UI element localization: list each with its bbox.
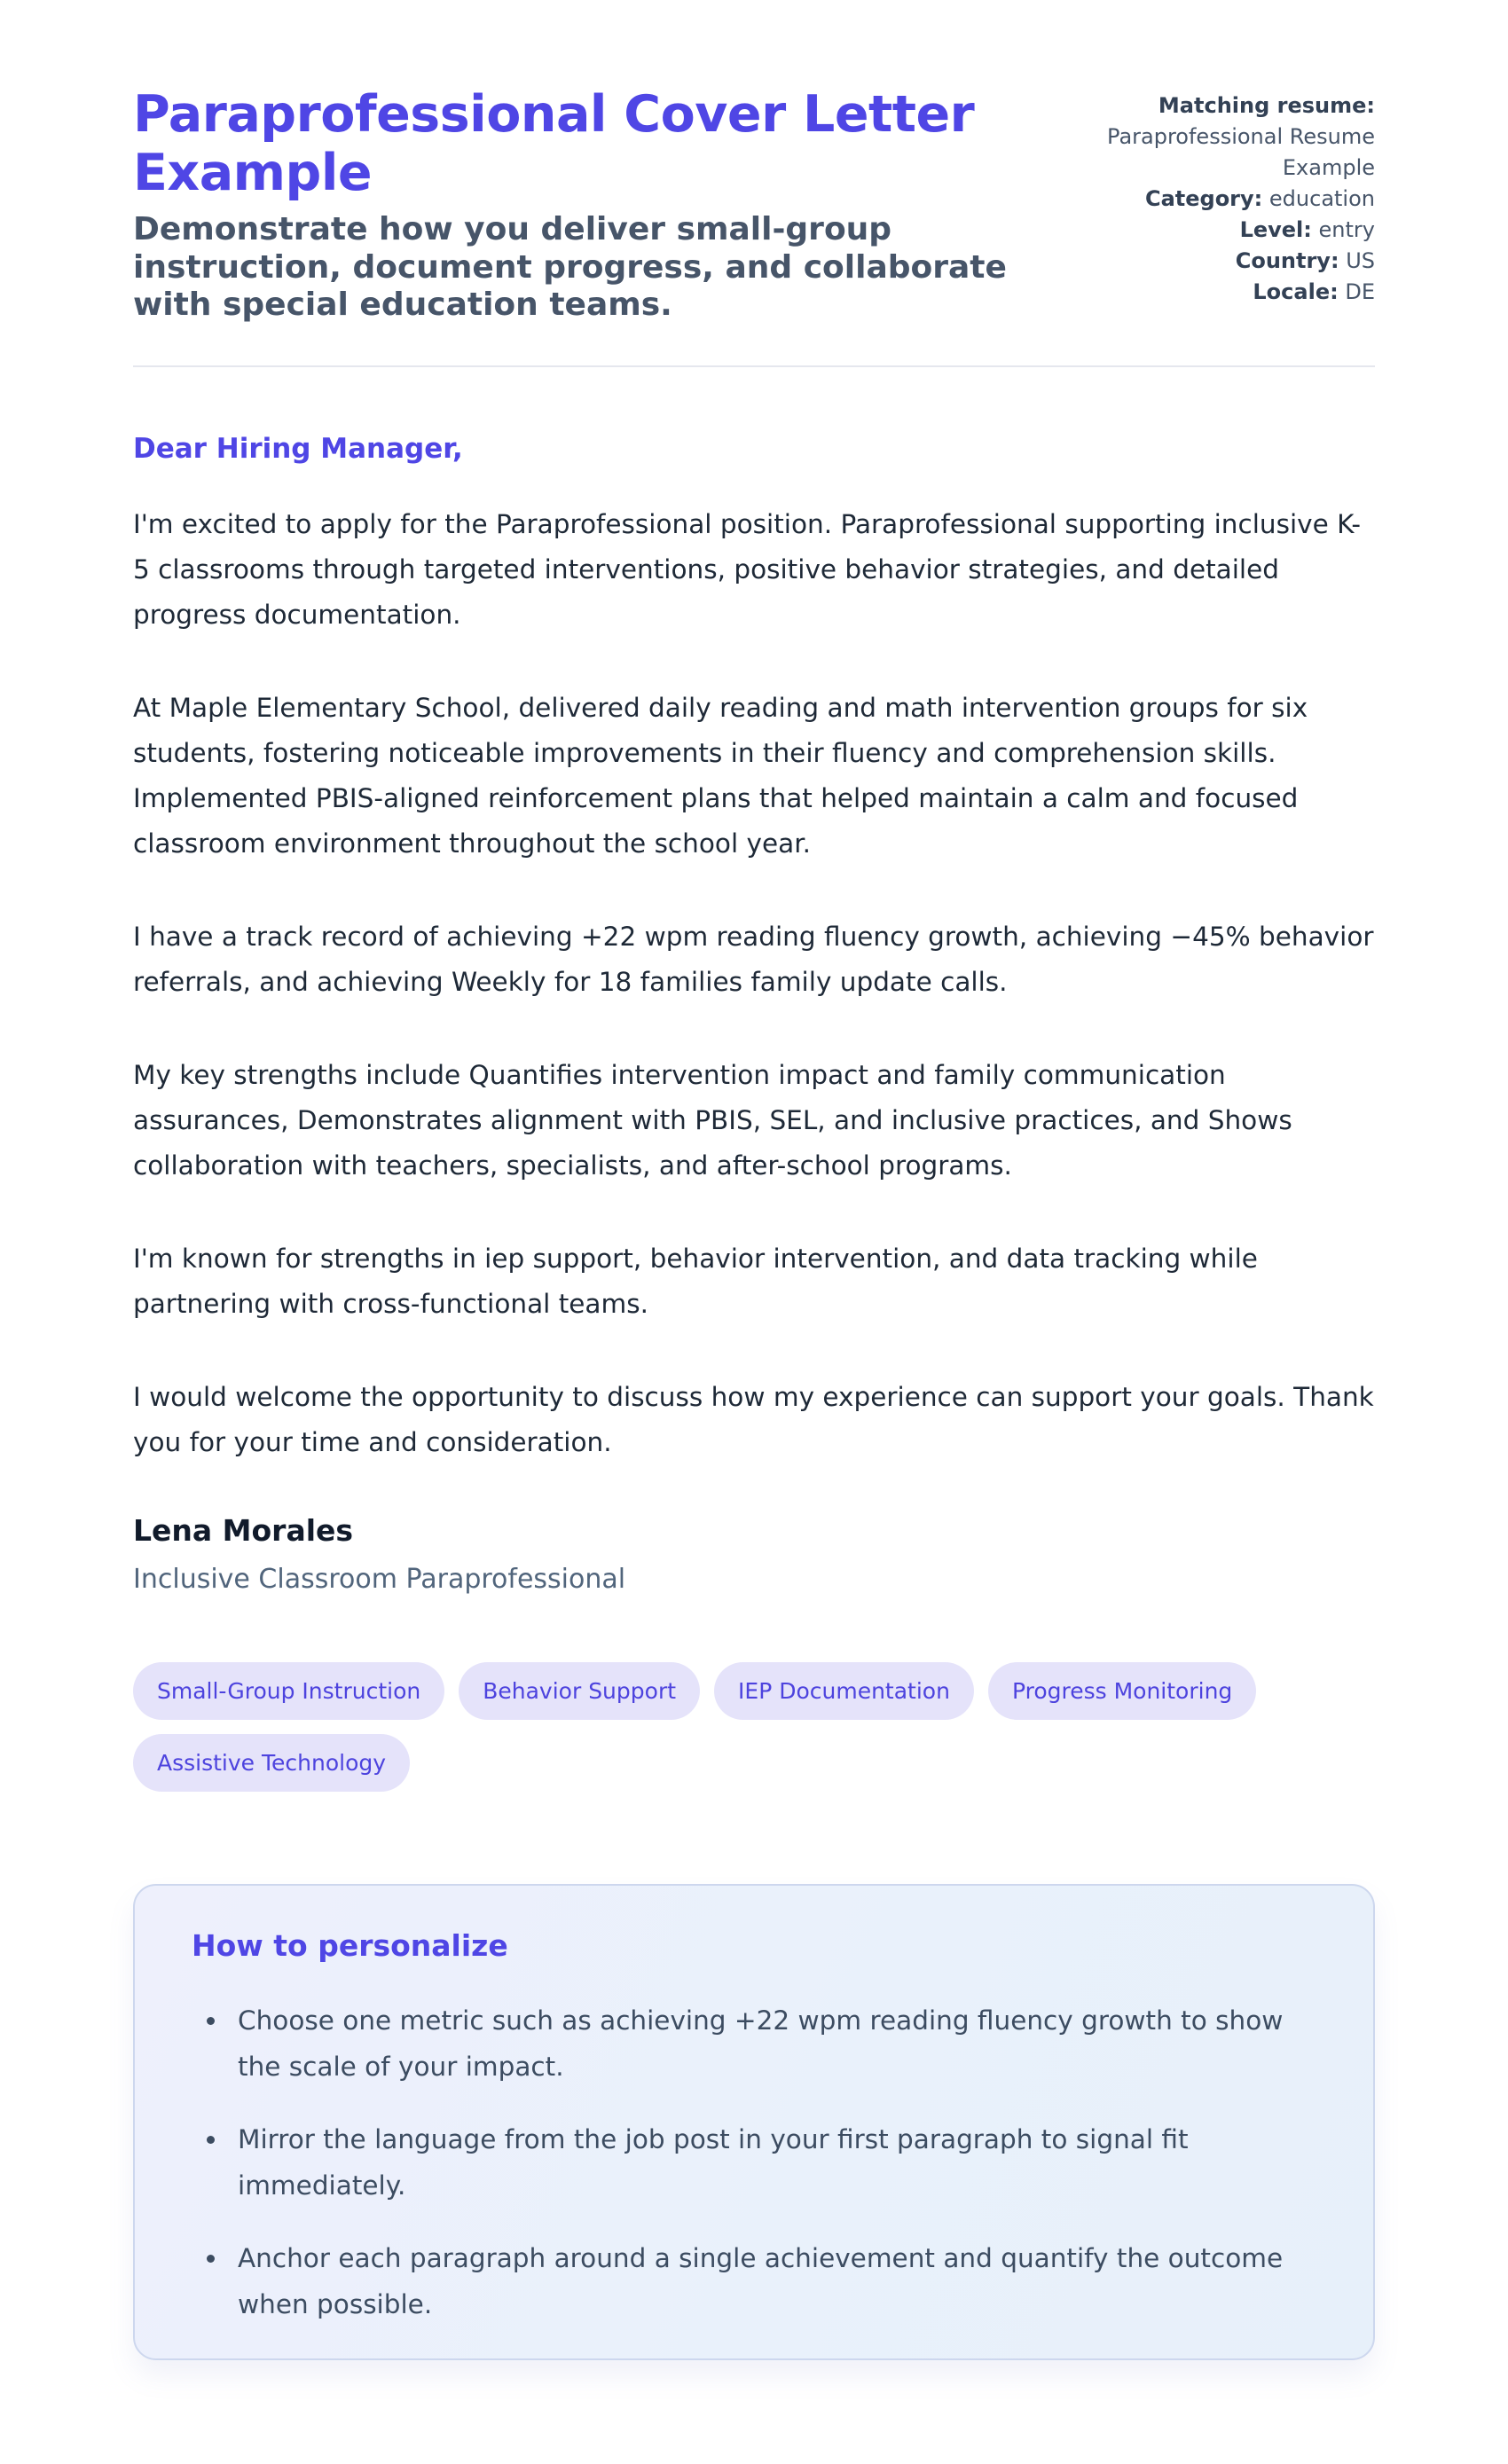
- personalize-tips-list: [192, 1998, 1316, 2327]
- personalize-card-title: How to personalize: [192, 1928, 508, 1964]
- meta-label: Level:: [1239, 217, 1312, 243]
- meta-value: Paraprofessional Resume Example: [1107, 124, 1375, 181]
- paragraph-experience: At Maple Elementary School, delivered daily reading and math intervention groups for six students, fostering noticeable improvements in their fluency and comprehension skills. Implemented PBIS-aligned reinforcement plans that helped maintain a calm and focused classroom environment throughout the school year.: [133, 692, 1308, 859]
- paragraph-intro: I'm excited to apply for the Paraprofessional position. Paraprofessional supporting inclusive K-5 classrooms through targeted interventions, positive behavior strategies, and detailed progress documentation.: [133, 508, 1362, 630]
- signature-role: Inclusive Classroom Paraprofessional: [133, 1564, 626, 1596]
- personalize-tip: • Choose one metric such as achieving +22 wpm reading fluency growth to show the scale of your impact.: [229, 1998, 1316, 2091]
- meta-label: Category:: [1144, 186, 1263, 212]
- meta-category: [1100, 184, 1375, 215]
- signature-block: [133, 1513, 1375, 1595]
- meta-value: DE: [1345, 279, 1375, 305]
- meta-value: US: [1346, 248, 1375, 274]
- paragraph-known-for: I'm known for strengths in iep support, behavior intervention, and data tracking while partnering with cross-functional teams.: [133, 1244, 1258, 1320]
- meta-value: education: [1268, 186, 1375, 212]
- resume-meta-panel: [1100, 85, 1375, 308]
- skill-tag-small-group-instruction: Small-Group Instruction: [133, 1662, 444, 1720]
- letter-body: [133, 433, 1375, 2360]
- paragraph-track-record: I have a track record of achieving +22 wpm reading fluency growth, achieving −45% behavior referrals, and achieving Weekly for 18 families family update calls.: [133, 921, 1374, 997]
- personalize-tip: • Mirror the language from the job post in your first paragraph to signal fit immediately.: [229, 2117, 1316, 2209]
- page-title: Paraprofessional Cover Letter Example: [133, 85, 975, 203]
- signature-name: Lena Morales: [133, 1513, 354, 1549]
- skill-tags: [133, 1662, 1375, 1792]
- meta-label: Locale:: [1253, 279, 1339, 305]
- greeting: Dear Hiring Manager,: [133, 432, 463, 465]
- header-title-group: [133, 85, 1057, 325]
- meta-matching-resume: [1100, 90, 1375, 184]
- paragraph-strengths: My key strengths include Quantifies intervention impact and family communication assurances, Demonstrates alignment with PBIS, SEL, and inclusive practices, and Shows collaboration with teachers, specialists, and after-school programs.: [133, 1059, 1292, 1181]
- skill-tag-assistive-technology: Assistive Technology: [133, 1734, 410, 1792]
- personalize-tip: • Anchor each paragraph around a single achievement and quantify the outcome when possible.: [229, 2236, 1316, 2328]
- skill-tag-iep-documentation: IEP Documentation: [714, 1662, 974, 1720]
- page-header: [133, 85, 1375, 325]
- page-subtitle: Demonstrate how you deliver small-group instruction, document progress, and collaborate with special education teams.: [133, 211, 1007, 324]
- paragraph-closing: I would welcome the opportunity to discuss how my experience can support your goals. Thank you for your time and consideration.: [133, 1382, 1374, 1458]
- personalize-card: [133, 1884, 1375, 2359]
- meta-country: [1100, 246, 1375, 277]
- skill-tag-progress-monitoring: Progress Monitoring: [988, 1662, 1256, 1720]
- skill-tag-behavior-support: Behavior Support: [459, 1662, 700, 1720]
- meta-value: entry: [1318, 217, 1375, 243]
- meta-label: Country:: [1235, 248, 1339, 274]
- meta-label: Matching resume:: [1158, 93, 1375, 118]
- meta-level: [1100, 215, 1375, 246]
- header-divider: [133, 365, 1375, 367]
- meta-locale: [1100, 277, 1375, 308]
